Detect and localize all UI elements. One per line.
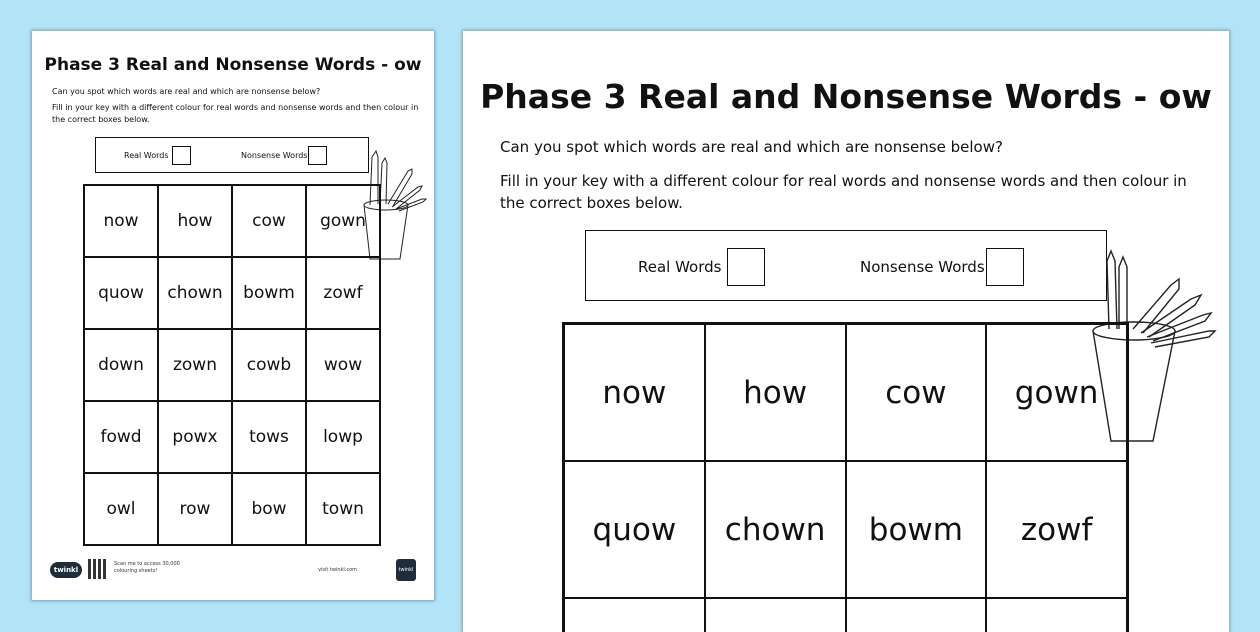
- twinkl-badge: twinkl: [396, 559, 416, 581]
- word-cell[interactable]: town: [306, 473, 380, 545]
- word-cell[interactable]: down: [84, 329, 158, 401]
- colour-key: [95, 137, 369, 173]
- word-cell[interactable]: [705, 598, 846, 632]
- word-cell[interactable]: zowf: [306, 257, 380, 329]
- word-cell[interactable]: now: [564, 324, 705, 461]
- real-words-colour-box[interactable]: [172, 146, 191, 165]
- word-grid: [83, 184, 381, 546]
- worksheet-footer: [50, 559, 416, 583]
- nonsense-words-label: Nonsense Words: [241, 151, 308, 160]
- word-cell[interactable]: bowm: [846, 461, 987, 598]
- footer-promo-text: Scan me to access 30,000 colouring sheets!: [114, 561, 180, 574]
- nonsense-words-label: Nonsense Words: [860, 258, 985, 276]
- footer-site-url: visit twinkl.com: [318, 567, 358, 573]
- word-cell[interactable]: bow: [232, 473, 306, 545]
- instruction-text: Fill in your key with a different colour for real words and nonsense words and then colour in the correct boxes below.: [500, 172, 1187, 212]
- word-cell[interactable]: zowf: [986, 461, 1127, 598]
- nonsense-words-colour-box[interactable]: [308, 146, 327, 165]
- word-cell[interactable]: quow: [84, 257, 158, 329]
- instruction-text: Fill in your key with a different colour for real words and nonsense words and then colour in the correct boxes below.: [52, 103, 419, 124]
- word-cell[interactable]: wow: [306, 329, 380, 401]
- worksheet-thumbnail: [32, 31, 434, 600]
- word-cell[interactable]: owl: [84, 473, 158, 545]
- word-cell[interactable]: row: [158, 473, 232, 545]
- word-cell[interactable]: how: [158, 185, 232, 257]
- instruction-text: Can you spot which words are real and which are nonsense below?: [500, 138, 1003, 156]
- word-cell[interactable]: bowm: [232, 257, 306, 329]
- instruction-text: Can you spot which words are real and which are nonsense below?: [52, 87, 321, 96]
- nonsense-words-colour-box[interactable]: [986, 248, 1024, 286]
- real-words-label: Real Words: [638, 258, 722, 276]
- word-cell[interactable]: [846, 598, 987, 632]
- real-words-label: Real Words: [124, 151, 169, 160]
- word-cell[interactable]: cow: [232, 185, 306, 257]
- twinkl-logo: twinkl: [50, 562, 82, 578]
- word-cell[interactable]: chown: [705, 461, 846, 598]
- word-cell[interactable]: gown: [306, 185, 380, 257]
- real-words-colour-box[interactable]: [727, 248, 765, 286]
- worksheet-title: Phase 3 Real and Nonsense Words - ow: [480, 77, 1212, 116]
- worksheet-title: Phase 3 Real and Nonsense Words - ow: [44, 55, 422, 75]
- word-cell[interactable]: tows: [232, 401, 306, 473]
- word-cell[interactable]: gown: [986, 324, 1127, 461]
- word-cell[interactable]: now: [84, 185, 158, 257]
- word-cell[interactable]: cow: [846, 324, 987, 461]
- word-cell[interactable]: powx: [158, 401, 232, 473]
- word-grid: [562, 322, 1129, 632]
- word-cell[interactable]: cowb: [232, 329, 306, 401]
- colour-key: [585, 230, 1107, 301]
- word-cell[interactable]: [986, 598, 1127, 632]
- word-cell[interactable]: quow: [564, 461, 705, 598]
- word-cell[interactable]: lowp: [306, 401, 380, 473]
- word-cell[interactable]: [564, 598, 705, 632]
- word-cell[interactable]: zown: [158, 329, 232, 401]
- word-cell[interactable]: fowd: [84, 401, 158, 473]
- worksheet-zoomed: [463, 31, 1229, 632]
- qr-code-icon: [88, 559, 108, 579]
- word-cell[interactable]: how: [705, 324, 846, 461]
- word-cell[interactable]: chown: [158, 257, 232, 329]
